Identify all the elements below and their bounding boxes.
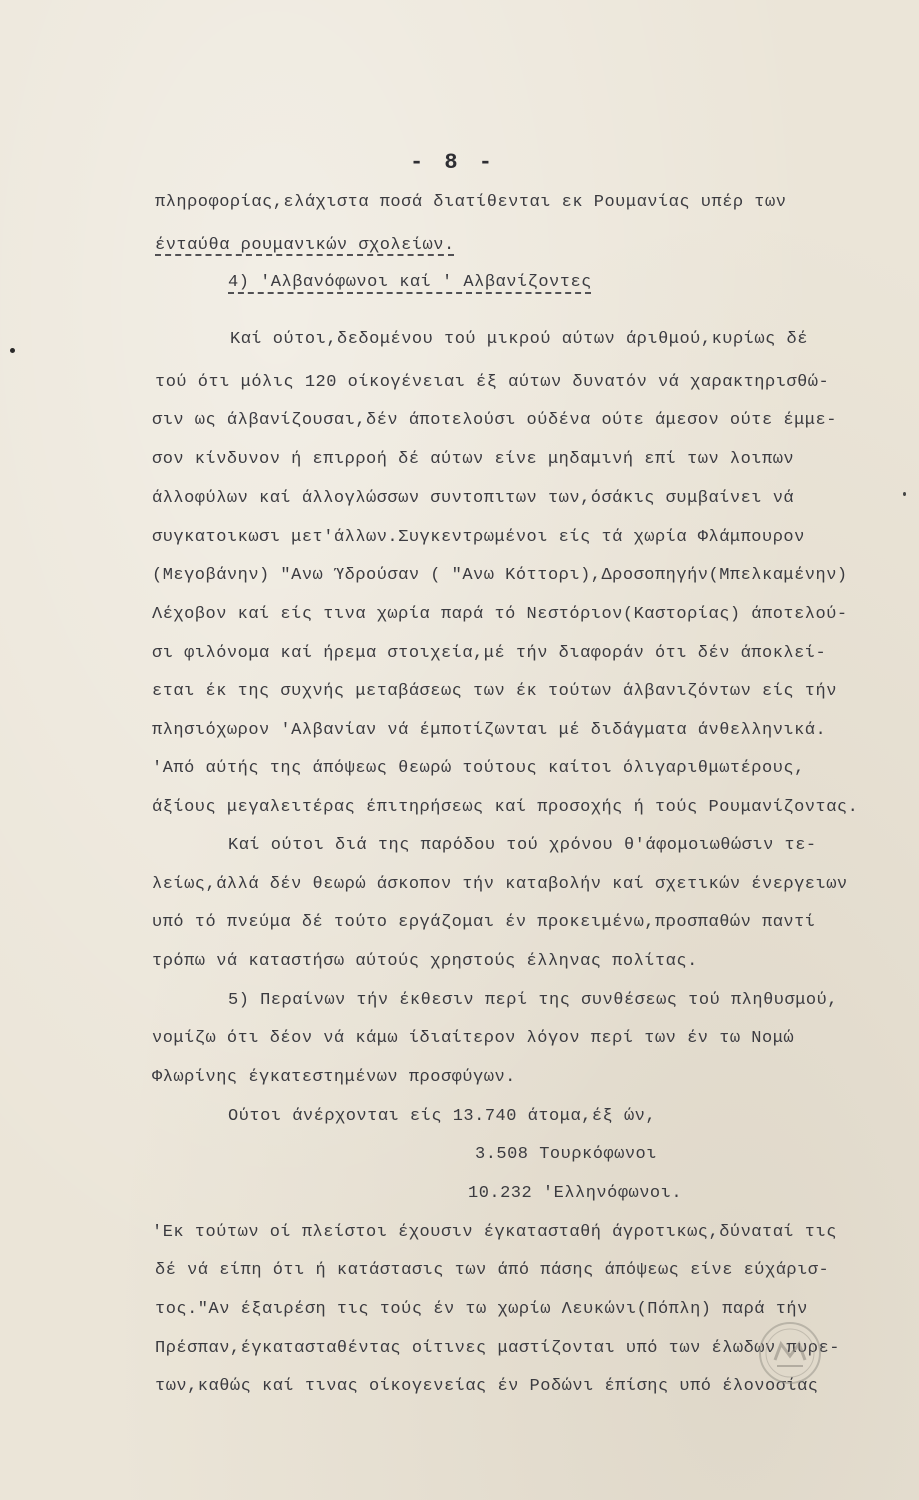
- text-line: δέ νά είπη ότι ή κατάστασις των άπό πάσης άπόψεως είνε εύχάρισ-: [155, 1261, 830, 1280]
- text-line: 'Εκ τούτων οί πλείστοι έχουσιν έγκατασταθή άγροτικως,δύναταί τις: [152, 1223, 837, 1242]
- text-line: τρόπω νά καταστήσω αύτούς χρηστούς έλληνας πολίτας.: [152, 952, 698, 971]
- text-line: ένταύθα ρουμανικών σχολείων.: [155, 236, 455, 255]
- text-line: νομίζω ότι δέον νά κάμω ίδιαίτερον λόγον περί των έν τω Νομώ: [152, 1029, 795, 1048]
- text-line: Λέχοβον καί είς τινα χωρία παρά τό Νεστόριον(Καστορίας) άποτελού-: [152, 605, 848, 624]
- archive-stamp-icon: [755, 1318, 825, 1388]
- text-line: άξίους μεγαλειτέρας έπιτηρήσεως καί προσοχής ή τούς Ρουμανίζοντας.: [152, 798, 859, 817]
- text-line: των,καθώς καί τινας οίκογενείας έν Ροδώνι έπίσης υπό έλονοσίας: [155, 1377, 819, 1396]
- text-line: εται έκ της συχνής μεταβάσεως των έκ τούτων άλβανιζόντων είς τήν: [152, 682, 837, 701]
- text-line: υπό τό πνεύμα δέ τούτο εργάζομαι έν προκειμένω,προσπαθών παντί: [152, 913, 816, 932]
- text-line: Ούτοι άνέρχονται είς 13.740 άτομα,έξ ών,: [228, 1107, 657, 1126]
- page-number: - 8 -: [410, 150, 497, 175]
- text-line: άλλοφύλων καί άλλογλώσσων συντοπιτων των,όσάκις συμβαίνει νά: [152, 489, 795, 508]
- text-line: Φλωρίνης έγκατεστημένων προσφύγων.: [152, 1068, 516, 1087]
- text-line: 5) Περαίνων τήν έκθεσιν περί της συνθέσεως τού πληθυσμού,: [228, 991, 838, 1010]
- text-line: τος."Αν έξαιρέση τις τούς έν τω χωρίω Λευκώνι(Πόπλη) παρά τήν: [155, 1300, 808, 1319]
- text-line: πλησιόχωρον 'Αλβανίαν νά έμποτίζωνται μέ διδάγματα άνθελληνικά.: [152, 721, 827, 740]
- text-line: λείως,άλλά δέν θεωρώ άσκοπον τήν καταβολήν καί σχετικών ένεργειων: [152, 875, 848, 894]
- text-line: Καί ούτοι διά της παρόδου τού χρόνου θ'άφομοιωθώσιν τε-: [228, 836, 817, 855]
- section-heading: 4) 'Αλβανόφωνοι καί ' Αλβανίζοντες: [228, 273, 592, 292]
- text-line: 'Από αύτής της άπόψεως θεωρώ τούτους καίτοι όλιγαριθμωτέρους,: [152, 759, 805, 778]
- text-line: Πρέσπαν,έγκατασταθέντας οίτινες μαστίζονται υπό των έλωδων πυρε-: [155, 1339, 840, 1358]
- margin-mark: [903, 492, 906, 496]
- text-line: 10.232 'Ελληνόφωνοι.: [468, 1184, 683, 1203]
- text-line: συγκατοικωσι μετ'άλλων.Συγκεντρωμένοι είς τά χωρία Φλάμπουρον: [152, 528, 805, 547]
- text-line: 3.508 Τουρκόφωνοι: [475, 1145, 657, 1164]
- text-line: πληροφορίας,ελάχιστα ποσά διατίθενται εκ Ρουμανίας υπέρ των: [155, 193, 787, 212]
- text-line: σιν ως άλβανίζουσαι,δέν άποτελούσι ούδένα ούτε άμεσον ούτε έμμε-: [152, 411, 837, 430]
- text-line: τού ότι μόλις 120 οίκογένειαι έξ αύτων δυνατόν νά χαρακτηρισθώ-: [155, 373, 830, 392]
- text-line: σι φιλόνομα καί ήρεμα στοιχεία,μέ τήν διαφοράν ότι δέν άποκλεί-: [152, 644, 827, 663]
- text-line: (Μεγοβάνην) "Ανω Ύδρούσαν ( "Ανω Κόττορι),Δροσοπηγήν(Μπελκαμένην): [152, 566, 848, 585]
- text-line: Καί ούτοι,δεδομένου τού μικρού αύτων άριθμού,κυρίως δέ: [230, 330, 808, 349]
- text-line: σον κίνδυνον ή επιρροή δέ αύτων είνε μηδαμινή επί των λοιπων: [152, 450, 795, 469]
- margin-mark: [10, 348, 15, 353]
